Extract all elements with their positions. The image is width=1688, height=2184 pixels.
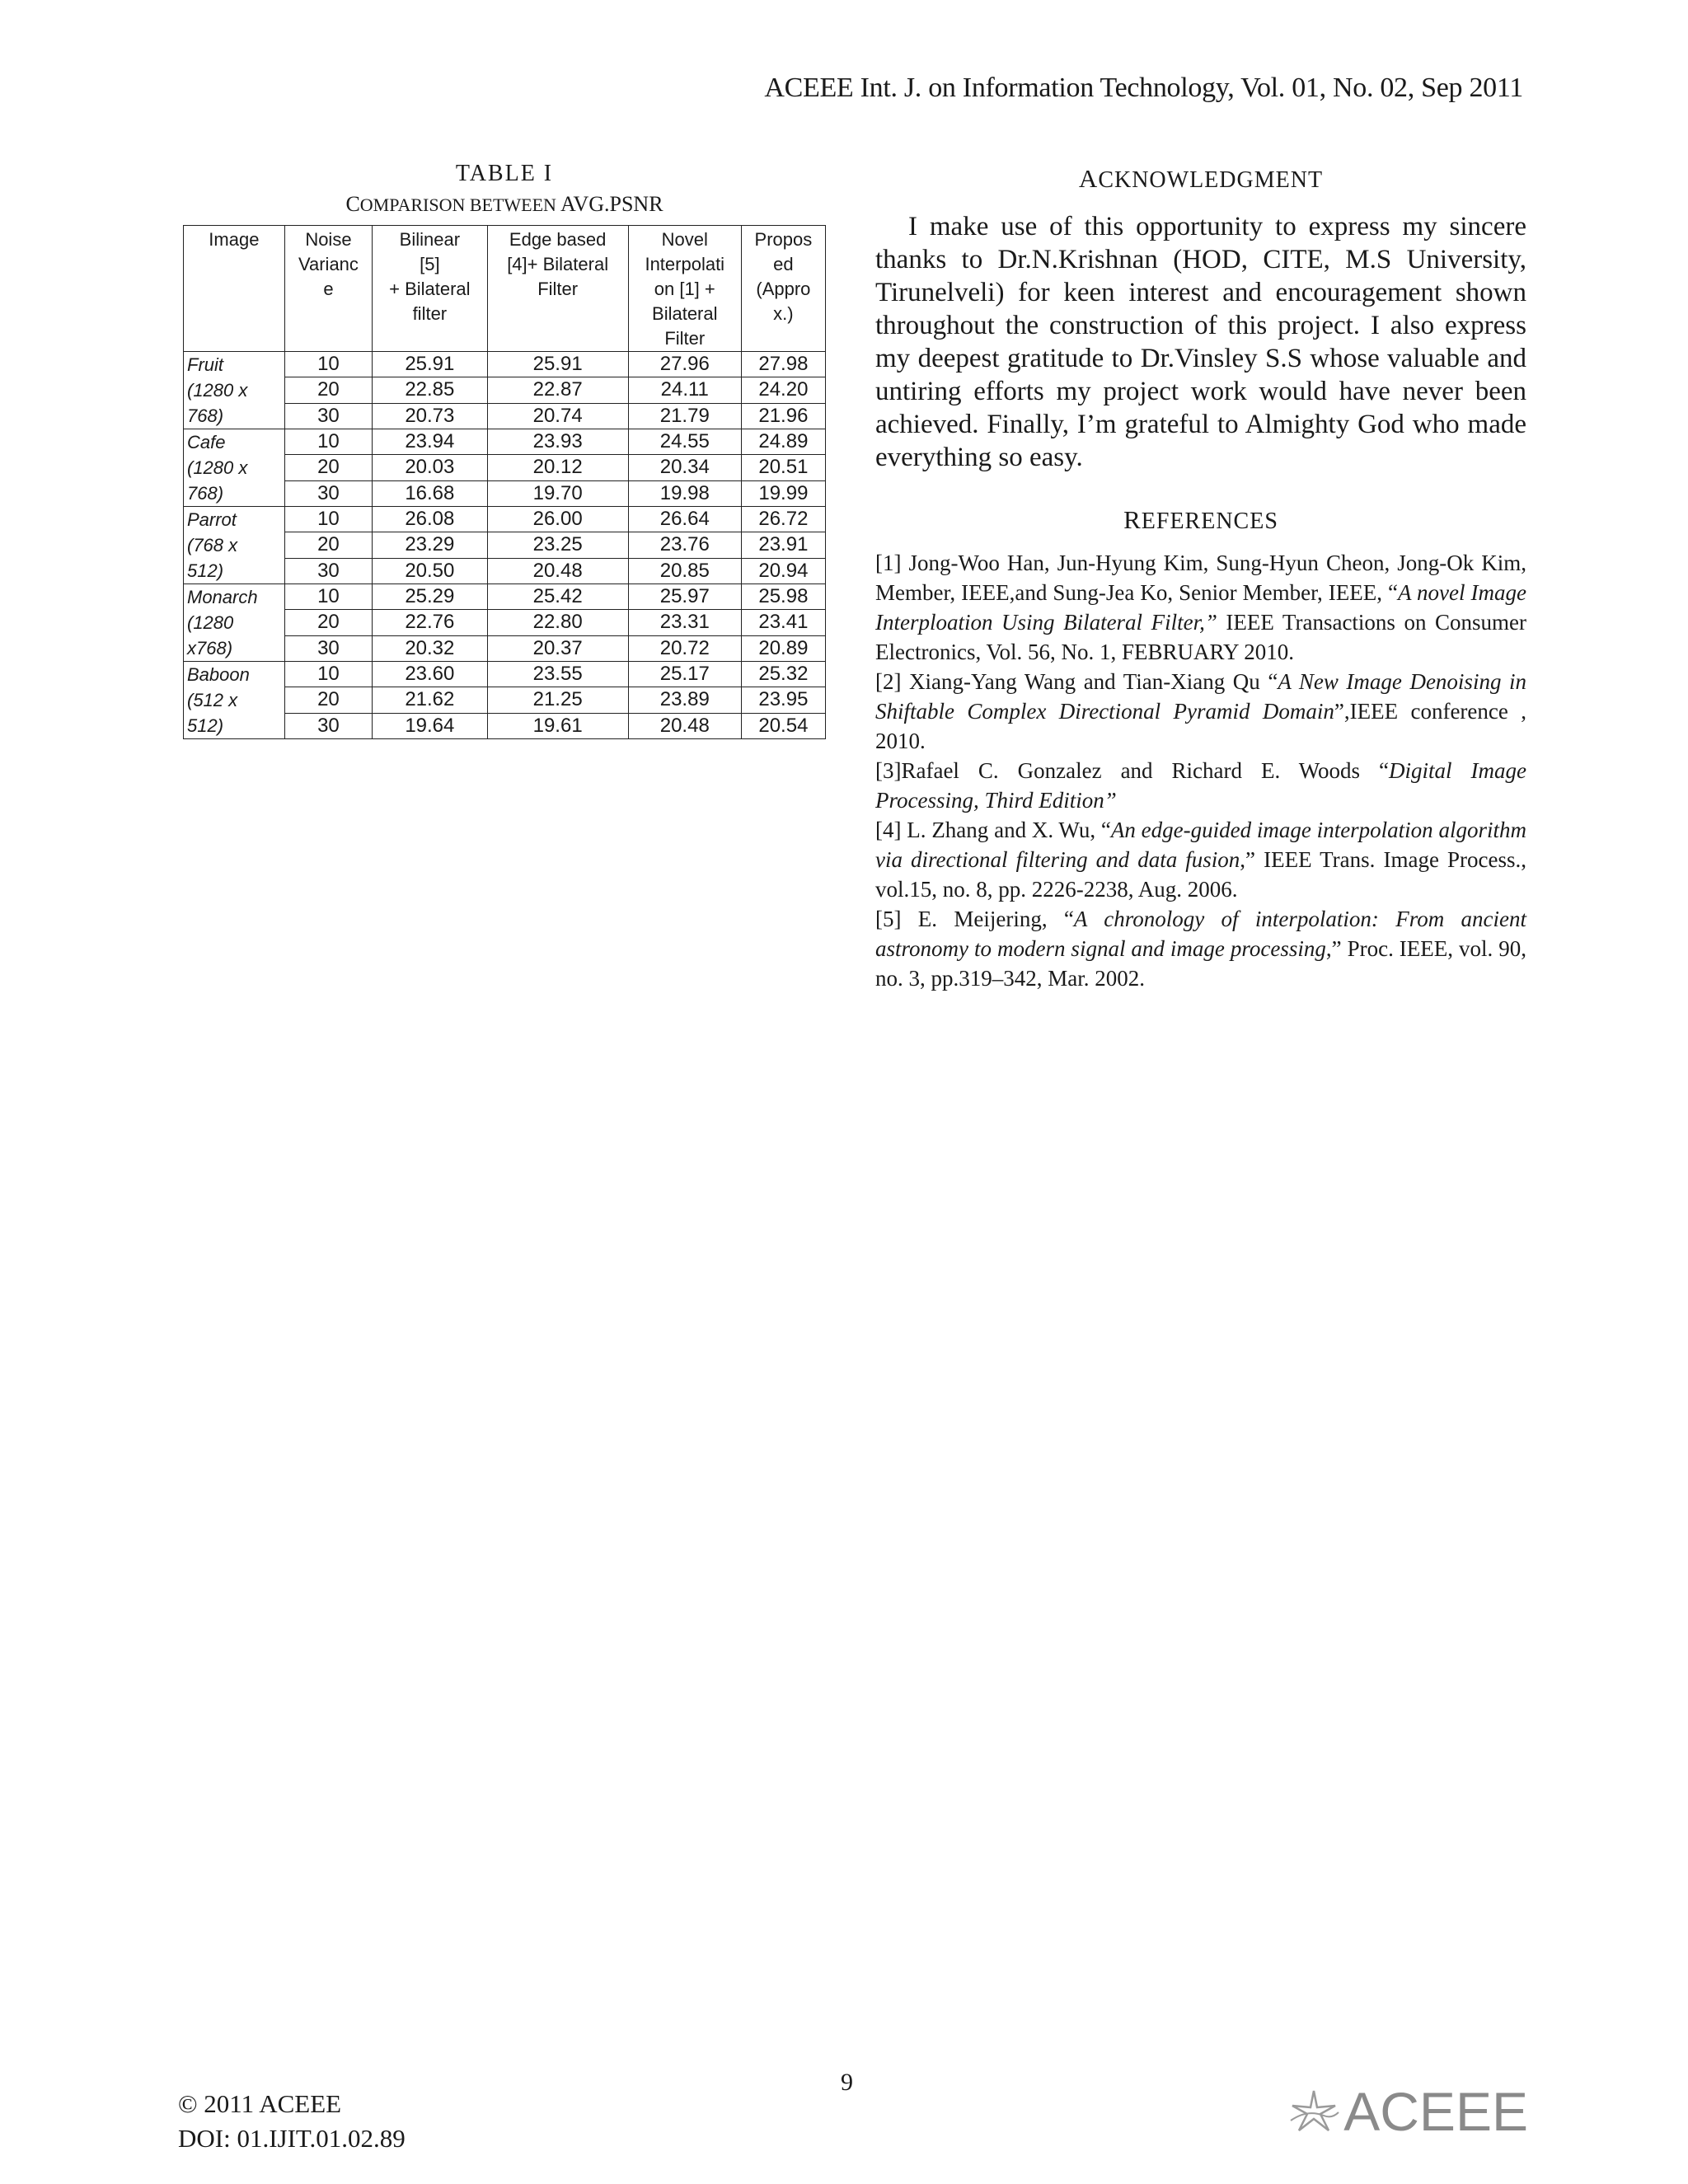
table-cell: 22.80 — [487, 610, 628, 635]
table-cell: 10 — [284, 507, 372, 532]
image-label-line: Cafe — [187, 432, 226, 452]
column-header-line: e — [323, 279, 334, 299]
table-cell: 20.34 — [628, 455, 741, 480]
column-header-line: Bilinear — [399, 229, 461, 250]
reference-pre: [2] Xiang-Yang Wang and Tian-Xiang Qu “ — [875, 669, 1278, 694]
table-cell: 20.51 — [741, 455, 825, 480]
table-cell: 23.95 — [741, 687, 825, 713]
image-label-line: 768) — [187, 405, 224, 426]
table-caption — [183, 161, 826, 217]
table-cell: 25.91 — [487, 352, 628, 377]
doi-text: DOI: 01.IJIT.01.02.89 — [178, 2124, 406, 2153]
table-cell: 20.37 — [487, 635, 628, 661]
image-label-line: x768) — [187, 638, 233, 658]
table-cell: 20.03 — [373, 455, 487, 480]
table-cell: 24.55 — [628, 429, 741, 455]
table-cell: 30 — [284, 635, 372, 661]
image-label-line: 768) — [187, 483, 224, 504]
table-cell: 20.48 — [487, 558, 628, 583]
column-header-line: + Bilateral — [389, 279, 471, 299]
column-header-line: Propos — [754, 229, 813, 250]
column-header-line: Varianc — [298, 254, 359, 274]
table-cell: 10 — [284, 584, 372, 610]
table-cell: 30 — [284, 713, 372, 738]
table-cell: 23.89 — [628, 687, 741, 713]
reference-item — [875, 667, 1526, 756]
image-cell — [184, 662, 285, 739]
table-cell: 30 — [284, 480, 372, 506]
image-label-line: Fruit — [187, 354, 223, 375]
table-cell: 20.72 — [628, 635, 741, 661]
table-cell: 30 — [284, 403, 372, 429]
aceee-logo — [1287, 2080, 1528, 2143]
table-cell: 20.12 — [487, 455, 628, 480]
table-row — [184, 507, 826, 532]
table-cell: 20 — [284, 610, 372, 635]
table-row — [184, 352, 826, 377]
table-cell: 26.64 — [628, 507, 741, 532]
reference-list — [875, 548, 1526, 993]
table-cell: 26.00 — [487, 507, 628, 532]
column-header-line: [5] — [420, 254, 440, 274]
image-label-line: Monarch — [187, 587, 258, 607]
column-header-line: ed — [773, 254, 794, 274]
table-cell: 19.70 — [487, 480, 628, 506]
table-cell: 20.50 — [373, 558, 487, 583]
table-cell: 23.93 — [487, 429, 628, 455]
reference-pre: [5] E. Meijering, “ — [875, 907, 1074, 931]
table-cell: 22.85 — [373, 377, 487, 403]
column-header-line: Image — [209, 229, 260, 250]
table-cell: 20 — [284, 532, 372, 558]
table-cell: 23.91 — [741, 532, 825, 558]
image-cell — [184, 507, 285, 584]
table-cell: 25.32 — [741, 662, 825, 687]
reference-post: ”,IEEE conference , 2010. — [875, 699, 1526, 753]
reference-pre: [4] L. Zhang and X. Wu, “ — [875, 818, 1111, 842]
column-header-line: (Appro — [756, 279, 811, 299]
table-cell: 20 — [284, 687, 372, 713]
image-label-line: (768 x — [187, 535, 238, 555]
right-column — [875, 161, 1526, 993]
table-cell: 20.32 — [373, 635, 487, 661]
table-row — [184, 429, 826, 455]
table-row — [184, 662, 826, 687]
table-cell: 19.61 — [487, 713, 628, 738]
reference-title: Digital Image Processing, Third Edition” — [875, 758, 1526, 813]
table-cell: 21.96 — [741, 403, 825, 429]
table-cell: 21.25 — [487, 687, 628, 713]
table-cell: 20.89 — [741, 635, 825, 661]
reference-item — [875, 548, 1526, 667]
table-cell: 20.74 — [487, 403, 628, 429]
table-cell: 23.41 — [741, 610, 825, 635]
logo-text: ACEEE — [1343, 2081, 1528, 2142]
reference-item — [875, 756, 1526, 815]
image-label-line: Parrot — [187, 509, 237, 530]
reference-post: IEEE Transactions on Consumer Electronics, Vol. 56, No. 1, FEBRUARY 2010. — [875, 610, 1527, 664]
table-cell: 20 — [284, 377, 372, 403]
table-cell: 25.97 — [628, 584, 741, 610]
table-cell: 23.55 — [487, 662, 628, 687]
reference-pre: [3]Rafael C. Gonzalez and Richard E. Woods “ — [875, 758, 1390, 783]
psnr-comparison-table — [183, 225, 826, 739]
table-cell: 25.17 — [628, 662, 741, 687]
acknowledgment-heading: ACKNOWLEDGMENT — [1078, 164, 1324, 193]
acknowledgment-text: I make use of this opportunity to express my sincere thanks to Dr.N.Krishnan (HOD, CITE, M.S University, Tirunelveli) for keen interest and encouragement shown throughout the construction of this project. I also express my deepest gratitude to Dr.Vinsley S.S whose valuable and untiring efforts my project work would have never been achieved. Finally, I’m grateful to Almighty God who made everything so easy. — [875, 212, 1526, 472]
star-swirl-icon — [1287, 2088, 1340, 2135]
column-header-line: Noise — [305, 229, 352, 250]
image-label-line: 512) — [187, 560, 224, 581]
table-cell: 22.87 — [487, 377, 628, 403]
column-header — [373, 226, 487, 352]
reference-title: A New Image Denoising in Shiftable Complex Directional Pyramid Domain — [875, 669, 1526, 724]
reference-post: ,” Proc. IEEE, vol. 90, no. 3, pp.319–342, Mar. 2002. — [875, 936, 1526, 991]
table-cell: 23.94 — [373, 429, 487, 455]
table-header-row — [184, 226, 826, 352]
reference-title: A chronology of interpolation: From ancient astronomy to modern signal and image processing — [875, 907, 1526, 961]
table-cell: 19.99 — [741, 480, 825, 506]
column-header-line: Edge based — [509, 229, 607, 250]
table-cell: 25.29 — [373, 584, 487, 610]
reference-pre: [1] Jong-Woo Han, Jun-Hyung Kim, Sung-Hyun Cheon, Jong-Ok Kim, Member, IEEE,and Sung-Jea Ko, Senior Member, IEEE, “ — [875, 551, 1526, 605]
table-cell: 23.60 — [373, 662, 487, 687]
image-label-line: (1280 — [187, 612, 234, 633]
reference-title: A novel Image Interploation Using Bilateral Filter,” — [875, 580, 1526, 635]
table-cell: 19.64 — [373, 713, 487, 738]
column-header — [741, 226, 825, 352]
column-header — [284, 226, 372, 352]
table-label: TABLE I — [455, 161, 554, 186]
running-header: ACEEE Int. J. on Information Technology, Vol. 01, No. 02, Sep 2011 — [764, 73, 1523, 103]
table-cell: 24.89 — [741, 429, 825, 455]
table-cell: 27.96 — [628, 352, 741, 377]
left-column — [183, 161, 826, 739]
table-cell: 20.73 — [373, 403, 487, 429]
table-cell: 26.72 — [741, 507, 825, 532]
image-label-line: Baboon — [187, 664, 250, 685]
column-header-line: on [1] + — [654, 279, 715, 299]
column-header — [487, 226, 628, 352]
column-header — [628, 226, 741, 352]
reference-item — [875, 815, 1526, 904]
table-cell: 25.42 — [487, 584, 628, 610]
column-header — [184, 226, 285, 352]
table-cell: 10 — [284, 352, 372, 377]
table-cell: 20 — [284, 455, 372, 480]
reference-title: An edge-guided image interpolation algorithm via directional filtering and data fusion — [875, 818, 1526, 872]
image-label-line: (512 x — [187, 690, 238, 710]
footer-info — [178, 2087, 406, 2156]
table-title: COMPARISON BETWEEN AVG.PSNR — [345, 192, 663, 216]
table-cell: 24.20 — [741, 377, 825, 403]
table-cell: 23.76 — [628, 532, 741, 558]
table-row — [184, 584, 826, 610]
column-header-line: Bilateral — [652, 303, 718, 324]
column-header-line: Interpolati — [645, 254, 725, 274]
column-header-line: Filter — [664, 328, 706, 349]
image-cell — [184, 352, 285, 429]
table-body — [184, 352, 826, 739]
table-cell: 24.11 — [628, 377, 741, 403]
column-header-line: Filter — [537, 279, 579, 299]
column-header-line: filter — [412, 303, 448, 324]
table-cell: 23.31 — [628, 610, 741, 635]
table-cell: 10 — [284, 429, 372, 455]
table-cell: 20.94 — [741, 558, 825, 583]
table-cell: 23.25 — [487, 532, 628, 558]
reference-item — [875, 904, 1526, 993]
table-cell: 23.29 — [373, 532, 487, 558]
table-cell: 10 — [284, 662, 372, 687]
column-header-line: Novel — [661, 229, 708, 250]
image-label-line: 512) — [187, 715, 224, 736]
column-header-line: [4]+ Bilateral — [507, 254, 609, 274]
image-label-line: (1280 x — [187, 380, 248, 401]
table-cell: 20.85 — [628, 558, 741, 583]
table-cell: 30 — [284, 558, 372, 583]
table-cell: 20.54 — [741, 713, 825, 738]
page-number: 9 — [841, 2069, 853, 2096]
table-cell: 27.98 — [741, 352, 825, 377]
copyright-text: © 2011 ACEEE — [178, 2089, 342, 2118]
image-cell — [184, 429, 285, 507]
column-header-line: x.) — [773, 303, 794, 324]
table-cell: 21.62 — [373, 687, 487, 713]
table-cell: 16.68 — [373, 480, 487, 506]
table-cell: 22.76 — [373, 610, 487, 635]
table-cell: 20.48 — [628, 713, 741, 738]
image-cell — [184, 584, 285, 662]
table-cell: 25.98 — [741, 584, 825, 610]
table-cell: 26.08 — [373, 507, 487, 532]
table-cell: 19.98 — [628, 480, 741, 506]
table-cell: 25.91 — [373, 352, 487, 377]
reference-post: ,” IEEE Trans. Image Process., vol.15, no. 8, pp. 2226-2238, Aug. 2006. — [875, 847, 1526, 902]
references-heading: REFERENCES — [1123, 505, 1278, 534]
table-cell: 21.79 — [628, 403, 741, 429]
image-label-line: (1280 x — [187, 457, 248, 478]
